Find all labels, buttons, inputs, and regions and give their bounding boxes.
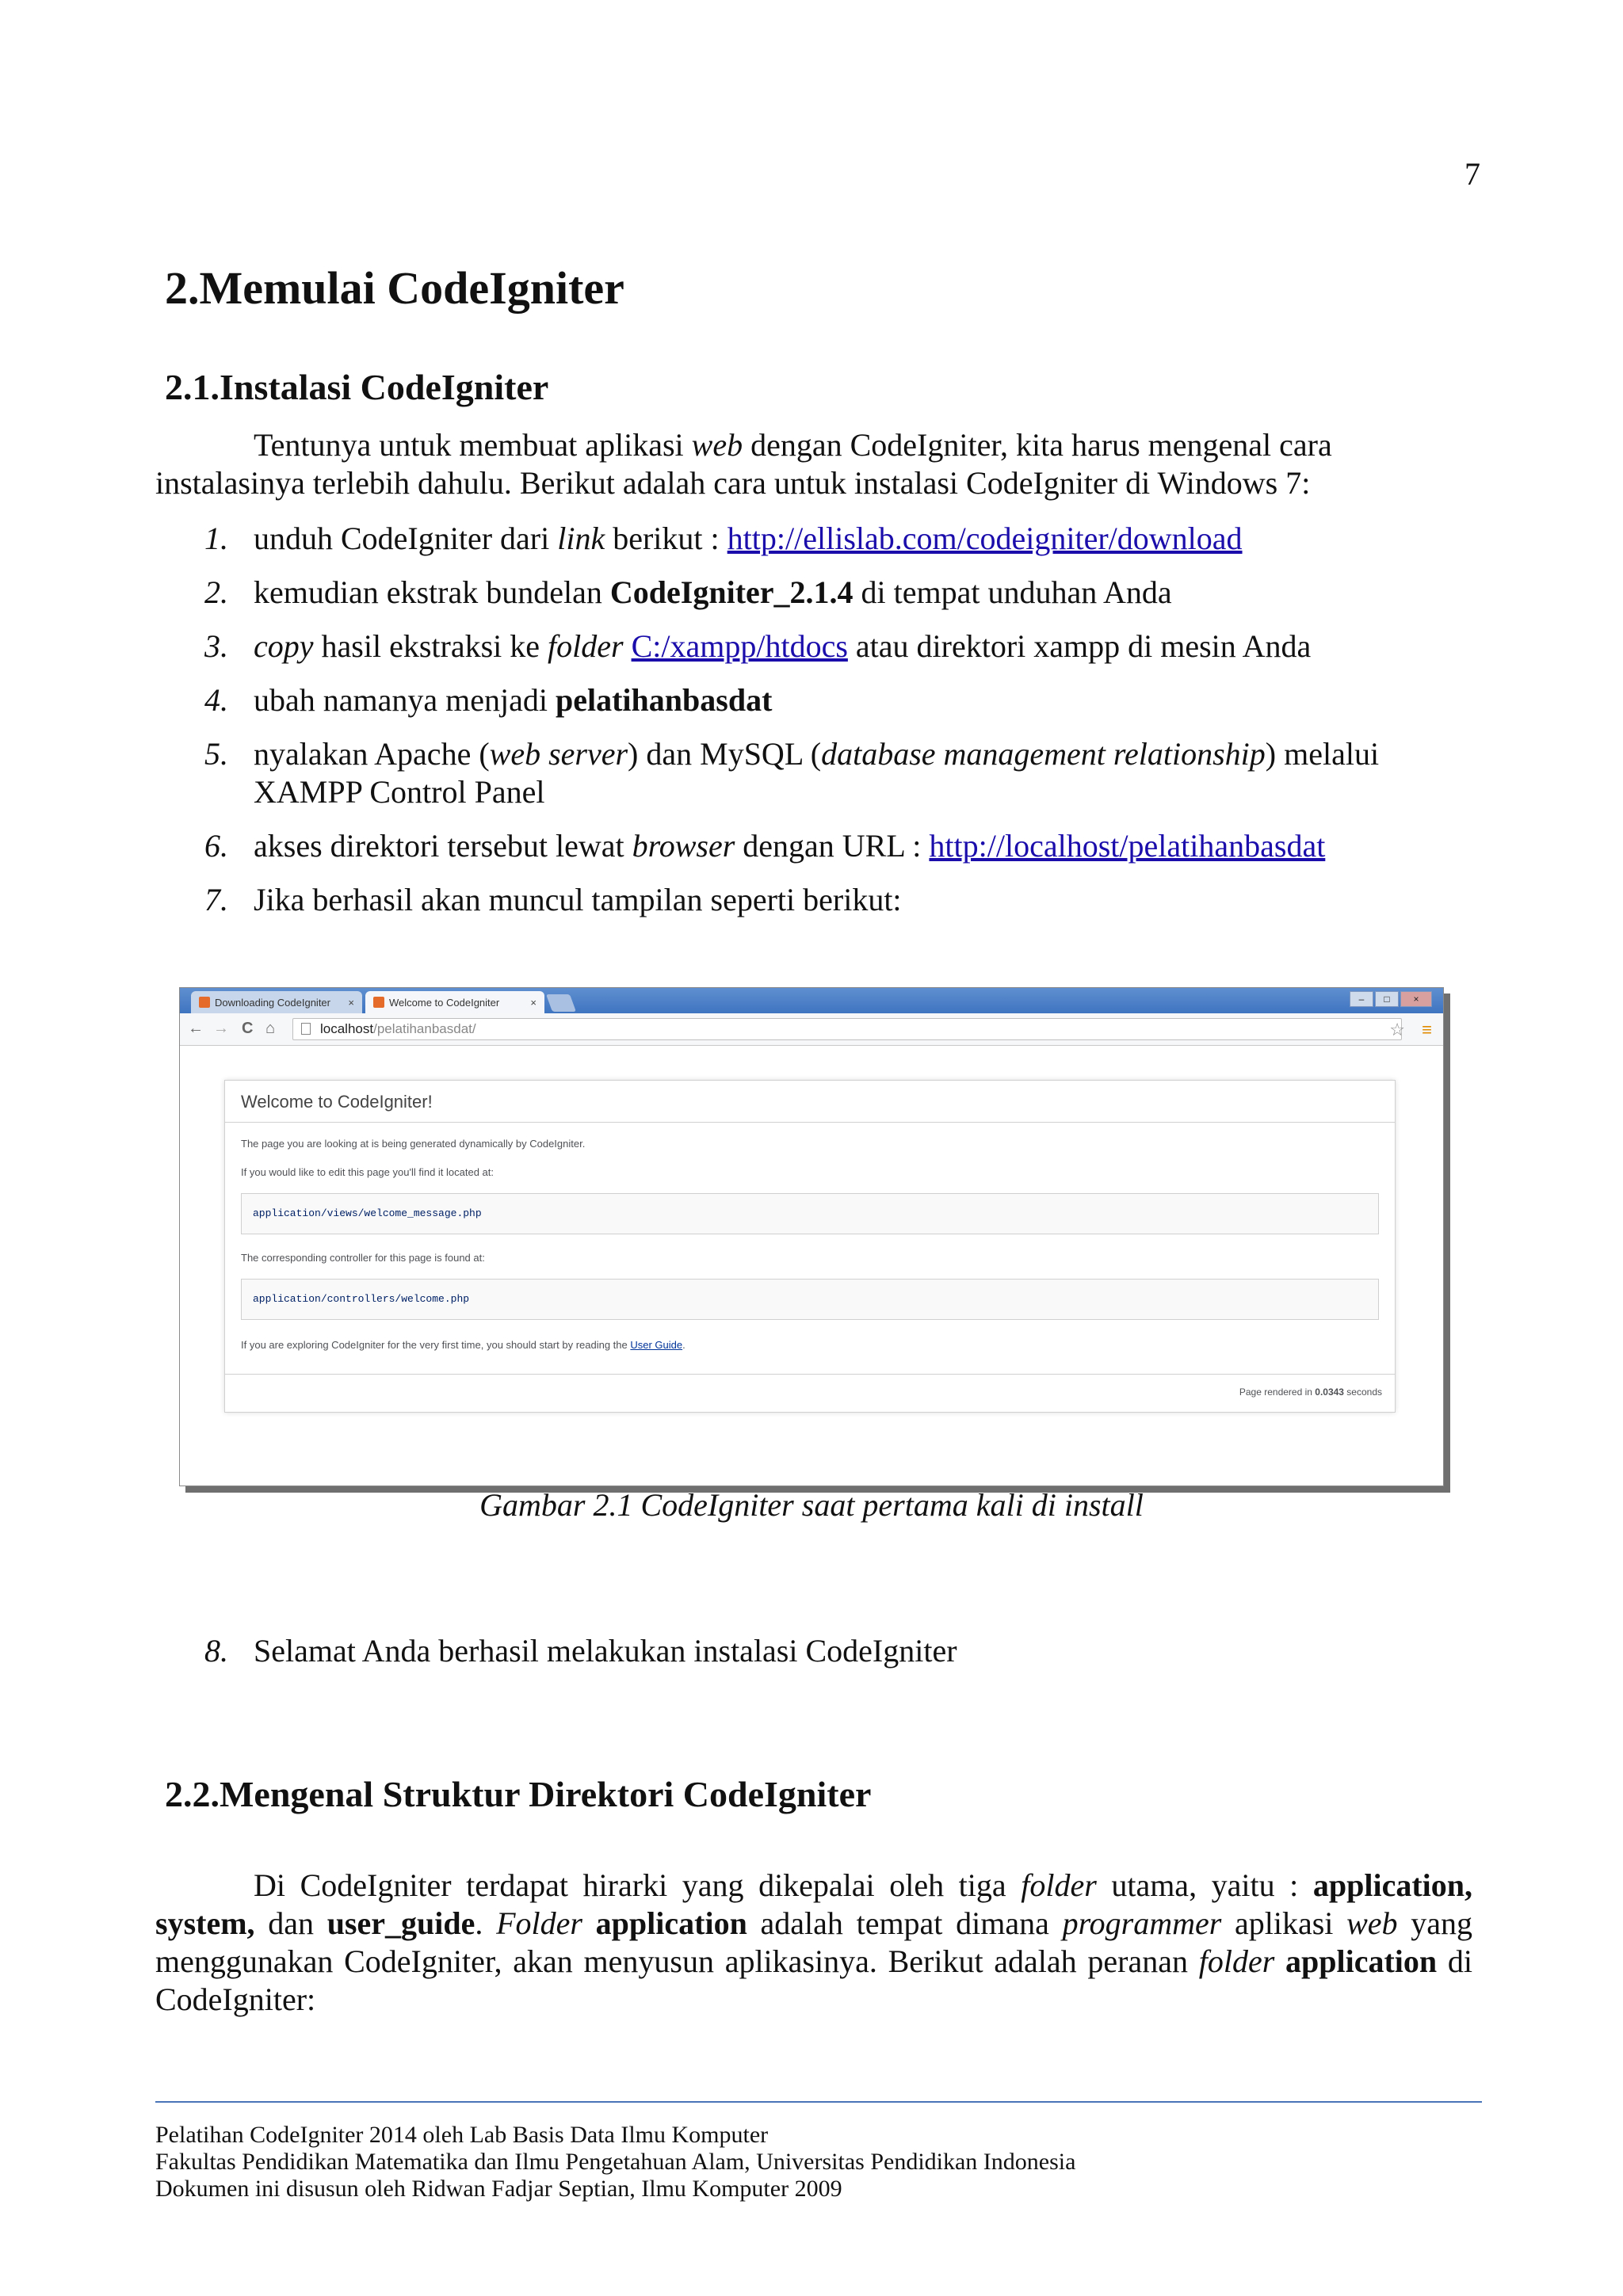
- tab-close-icon[interactable]: ×: [530, 996, 537, 1009]
- intro-paragraph: [155, 426, 1472, 502]
- footer-line-3: Dokumen ini disusun oleh Ridwan Fadjar Septian, Ilmu Komputer 2009: [155, 2176, 842, 2202]
- forward-arrow-icon[interactable]: →: [213, 1020, 229, 1037]
- chapter-title: 2.Memulai CodeIgniter: [165, 262, 624, 314]
- section-title-struktur: 2.2.Mengenal Struktur Direktori CodeIgniter: [165, 1774, 872, 1814]
- section-title-instalasi: 2.1.Instalasi CodeIgniter: [165, 367, 549, 407]
- back-arrow-icon[interactable]: ←: [188, 1020, 204, 1037]
- welcome-heading: Welcome to CodeIgniter!: [241, 1092, 433, 1112]
- intro-line-2: instalasinya terlebih dahulu. Berikut adalah cara untuk instalasi CodeIgniter di Windows 7:: [155, 465, 1311, 501]
- reload-icon[interactable]: C: [242, 1020, 254, 1037]
- home-icon[interactable]: ⌂: [265, 1020, 276, 1037]
- welcome-text: If you would like to edit this page you'll find it located at:: [241, 1166, 495, 1178]
- window-close-icon[interactable]: ×: [1400, 991, 1432, 1007]
- code-block-controller: application/controllers/welcome.php: [241, 1279, 1379, 1320]
- divider: [225, 1374, 1395, 1375]
- divider: [225, 1122, 1395, 1123]
- user-guide-link[interactable]: User Guide: [630, 1339, 683, 1351]
- welcome-text: The corresponding controller for this page is found at:: [241, 1252, 485, 1264]
- code-block-view: application/views/welcome_message.php: [241, 1193, 1379, 1234]
- structure-paragraph: Di CodeIgniter terdapat hirarki yang dikepalai oleh tiga folder utama, yaitu : application, system, dan user_guide. Folder application adalah tempat dimana programmer aplikasi web yang menggunakan CodeIgniter, akan menyusun aplikasinya. Berikut adalah peranan folder application di CodeIgniter:: [155, 1867, 1473, 2017]
- localhost-link[interactable]: http://localhost/pelatihanbasdat: [929, 828, 1326, 864]
- footer-line-1: Pelatihan CodeIgniter 2014 oleh Lab Basis Data Ilmu Komputer: [155, 2122, 769, 2148]
- minimize-icon[interactable]: –: [1350, 991, 1373, 1007]
- tab-welcome[interactable]: Welcome to CodeIgniter ×: [365, 991, 544, 1013]
- tab-bar: [180, 988, 1443, 1013]
- intro-line-1: Tentunya untuk membuat aplikasi web dengan CodeIgniter, kita harus mengenal cara: [254, 427, 1332, 463]
- footer-rule: [155, 2101, 1482, 2103]
- browser-screenshot: [179, 987, 1444, 1486]
- download-link[interactable]: http://ellislab.com/codeigniter/download: [727, 521, 1243, 556]
- codeigniter-favicon-icon: [199, 997, 210, 1008]
- tab-close-icon[interactable]: ×: [348, 996, 354, 1009]
- page-number: 7: [1465, 156, 1480, 192]
- htdocs-link[interactable]: C:/xampp/htdocs: [631, 628, 848, 664]
- page-icon: [301, 1023, 311, 1035]
- maximize-icon[interactable]: □: [1375, 991, 1399, 1007]
- bookmark-star-icon[interactable]: ☆: [1389, 1020, 1405, 1039]
- tab-downloading[interactable]: Downloading CodeIgniter ×: [191, 991, 362, 1013]
- welcome-text: The page you are looking at is being generated dynamically by CodeIgniter.: [241, 1138, 586, 1150]
- welcome-text: If you are exploring CodeIgniter for the very first time, you should start by reading the User Guide.: [241, 1339, 685, 1351]
- address-bar[interactable]: localhost/pelatihanbasdat/: [292, 1018, 1402, 1040]
- browser-toolbar: [180, 1013, 1443, 1046]
- new-tab-button[interactable]: [546, 994, 576, 1012]
- figure-caption: Gambar 2.1 CodeIgniter saat pertama kali di install: [479, 1487, 1144, 1523]
- menu-icon[interactable]: ≡: [1422, 1020, 1432, 1039]
- footer-line-2: Fakultas Pendidikan Matematika dan Ilmu Pengetahuan Alam, Universitas Pendidikan Indonesia: [155, 2149, 1076, 2175]
- welcome-container: [224, 1080, 1396, 1413]
- codeigniter-favicon-icon: [373, 997, 384, 1008]
- render-time: Page rendered in 0.0343 seconds: [1239, 1386, 1382, 1398]
